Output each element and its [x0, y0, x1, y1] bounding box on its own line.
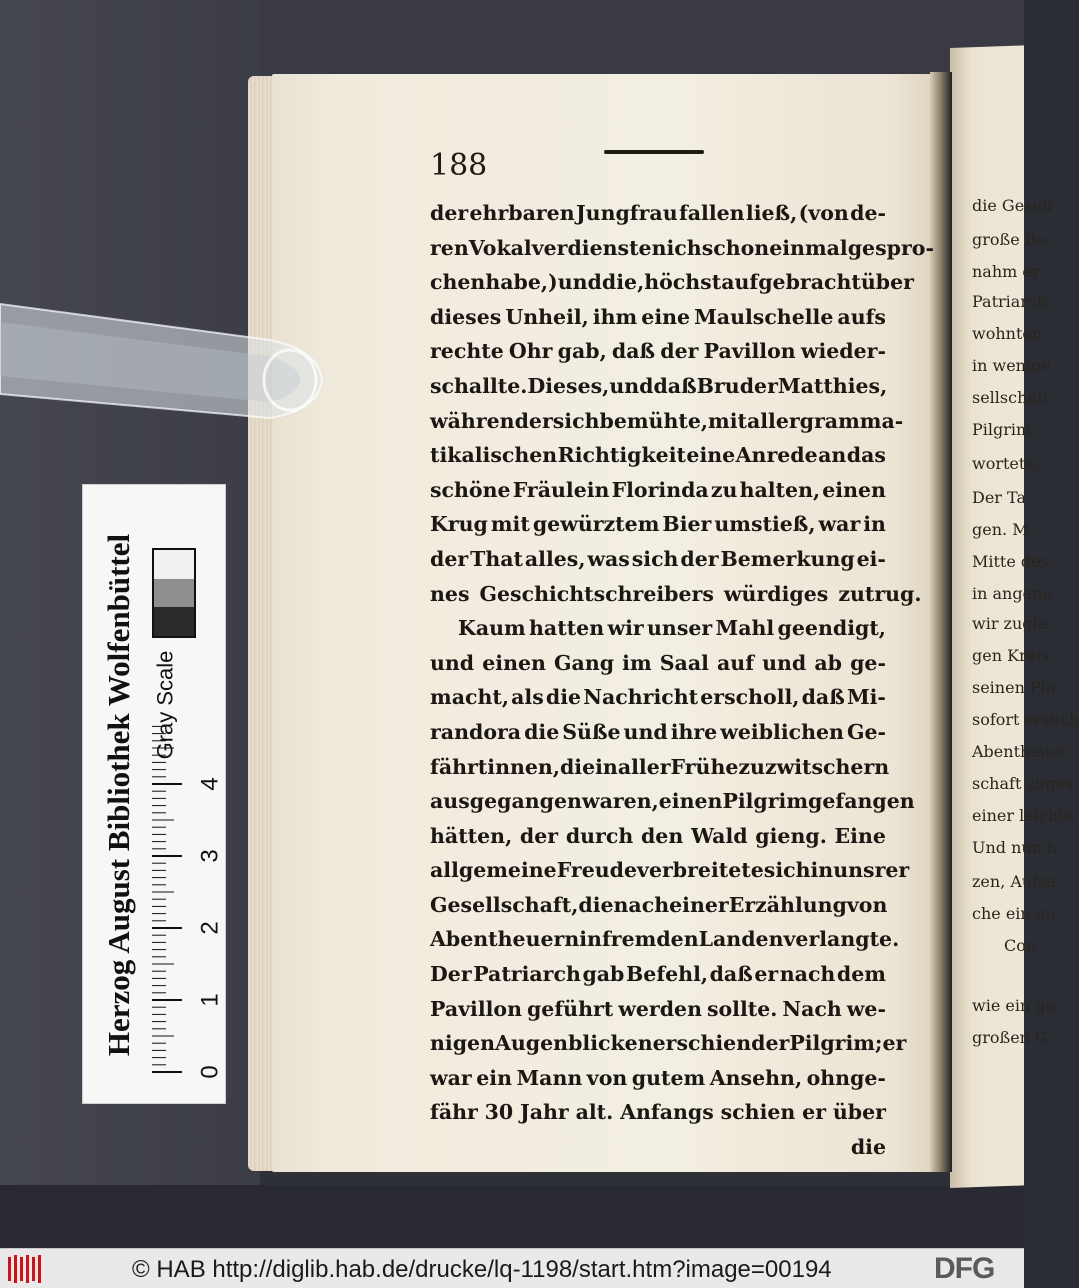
word: Unheil, — [505, 304, 589, 329]
word: nach — [779, 962, 836, 987]
word: das — [846, 443, 886, 468]
word: Pavillon — [430, 996, 522, 1021]
word: der — [751, 1031, 790, 1056]
word: schallte. — [430, 373, 528, 398]
text-line — [430, 542, 886, 577]
word: allgemeine — [430, 858, 557, 883]
text-line — [430, 507, 886, 542]
word: aufgebracht — [721, 270, 861, 295]
facing-page-line: wohnten — [972, 324, 1043, 343]
facing-page-line: die Gesell — [972, 196, 1053, 215]
word: That — [470, 546, 523, 571]
book-clip — [0, 282, 330, 432]
facing-page-line: in angene — [972, 584, 1052, 603]
word: gab, — [557, 339, 607, 364]
word: er — [802, 1100, 826, 1125]
word: ich — [666, 235, 702, 260]
word: und — [762, 650, 807, 675]
footer-link[interactable]: © HAB http://diglib.hab.de/drucke/lq-1198/start.htm?image=00194 — [132, 1256, 832, 1283]
word: gutem — [631, 1065, 706, 1090]
text-line — [430, 334, 886, 369]
text-line — [430, 404, 904, 439]
word: mit — [490, 512, 530, 537]
word: erscholl, — [700, 685, 800, 710]
ruler-number: 3 — [196, 849, 224, 863]
word: fähr — [430, 1100, 478, 1125]
word: Dieses, — [527, 373, 610, 398]
word: war — [818, 512, 861, 537]
word: sich — [631, 546, 679, 571]
word: ließ, — [745, 201, 798, 225]
word: geendigt, — [777, 616, 886, 641]
word: Augenblicken — [494, 1031, 653, 1056]
word: der — [519, 823, 559, 848]
text-line — [430, 300, 886, 335]
word: die — [578, 892, 614, 917]
word: ausgegangen — [430, 789, 582, 814]
word: Pavillon — [703, 339, 796, 364]
facing-page-line: Mitte des — [972, 552, 1049, 571]
word: unser — [647, 616, 713, 641]
word: geführt — [526, 996, 614, 1021]
word: Maulschelle — [694, 304, 834, 329]
ruler-number: 0 — [196, 1065, 224, 1079]
text-line — [430, 265, 914, 300]
word: Ohr — [508, 339, 553, 364]
word: daß — [653, 373, 697, 398]
ruler-number: 2 — [196, 921, 224, 935]
facing-page-line: zen, Aufse — [972, 872, 1056, 891]
word: Jungfrau — [575, 201, 678, 225]
facing-page-line: wir zugle — [972, 614, 1048, 633]
word: höchst — [644, 270, 722, 295]
footer-bar — [0, 1248, 1024, 1288]
gray-scale-label: Gray Scale — [152, 650, 178, 760]
word: im — [622, 650, 652, 675]
word: gab — [582, 962, 625, 987]
word: Richtigkeit — [557, 443, 686, 468]
ruler — [148, 720, 188, 1080]
word: eine — [686, 443, 736, 468]
word: (von — [798, 201, 849, 225]
word: zu — [710, 477, 738, 502]
word: gefangen — [808, 789, 915, 814]
word: sich — [763, 858, 811, 883]
word: Landen — [698, 927, 784, 952]
word: daß — [709, 962, 753, 987]
word: ren — [430, 235, 469, 260]
word: er — [754, 962, 779, 987]
word: aufs — [837, 304, 886, 329]
facing-page-line: Con — [1004, 936, 1037, 955]
facing-page-line: wortete. — [972, 454, 1040, 473]
word: dieses — [430, 304, 502, 329]
text-line — [430, 922, 900, 957]
word: Matthies, — [777, 373, 888, 398]
word: Anfangs — [620, 1100, 714, 1125]
word: sich — [552, 408, 600, 433]
word: fallen — [678, 201, 745, 225]
word: war — [430, 1065, 472, 1090]
word: ihre — [670, 719, 718, 744]
word: er — [882, 1031, 907, 1056]
word: Patriarch — [473, 962, 581, 987]
word: ei- — [856, 546, 886, 571]
word: Abentheuern — [430, 927, 580, 952]
word: in — [579, 927, 602, 952]
gray-swatch — [154, 607, 194, 636]
header-rule — [604, 150, 704, 154]
word: Bemerkung — [720, 546, 855, 571]
word: aller — [746, 408, 800, 433]
word: einmal — [769, 235, 848, 260]
word: über — [832, 1100, 886, 1125]
text-line — [430, 473, 886, 508]
ruler-number: 4 — [196, 777, 224, 791]
word: ihm — [592, 304, 638, 329]
word: we- — [846, 996, 886, 1021]
text-line — [430, 819, 886, 854]
text-line — [430, 196, 886, 231]
word: Mann — [516, 1065, 583, 1090]
facing-page-line: seinen Pla — [972, 678, 1056, 697]
text-line — [430, 750, 890, 785]
word: gramma- — [799, 408, 904, 433]
text-line — [430, 853, 910, 888]
word: 30 — [484, 1100, 514, 1125]
text-line — [430, 992, 886, 1027]
word: in — [810, 858, 834, 883]
word: als — [511, 685, 544, 710]
word: fremden — [601, 927, 699, 952]
text-line — [430, 231, 934, 266]
facing-page-line: Abentheuer — [972, 742, 1068, 761]
facing-page-line: sofort ersuch — [972, 710, 1079, 729]
catchword: die — [850, 1135, 886, 1160]
word: einen — [482, 650, 546, 675]
word: Nach — [782, 996, 842, 1021]
word: rechte — [430, 339, 504, 364]
facing-page-line: Patriarch — [972, 292, 1048, 311]
word: Fräulein — [512, 477, 610, 502]
text-line — [430, 1061, 886, 1096]
word: wir — [607, 616, 644, 641]
word: Nachricht — [583, 685, 699, 710]
word: Wald — [690, 823, 748, 848]
gray-swatch — [154, 550, 194, 579]
word: einer — [669, 892, 729, 917]
word: schon — [701, 235, 770, 260]
hab-logo-icon — [6, 1253, 46, 1285]
institution-label: Herzog August Bibliothek Wolfenbüttel — [101, 533, 137, 1057]
facing-page-line: nahm er — [972, 262, 1040, 281]
word: nes — [430, 581, 470, 606]
word: Mi- — [846, 685, 886, 710]
facing-page-line: einer leichte — [972, 806, 1074, 825]
word: und — [557, 270, 602, 295]
word: der — [660, 339, 699, 364]
text-line — [430, 1095, 886, 1130]
bottom-backdrop — [0, 1185, 1024, 1248]
word: schien — [720, 1100, 796, 1125]
word: randora — [430, 719, 522, 744]
facing-page-line: Und nun b — [972, 838, 1058, 857]
facing-page-line: wie ein ge — [972, 996, 1056, 1015]
word: verbreitete — [637, 858, 764, 883]
facing-page-line: che ein au — [972, 904, 1056, 923]
word: Anrede — [735, 443, 818, 468]
word: alles, — [524, 546, 586, 571]
word: waren, — [581, 789, 659, 814]
word: dem — [836, 962, 886, 987]
facing-page-line: in wenige — [972, 356, 1051, 375]
word: nigen — [430, 1031, 495, 1056]
ruler-number: 1 — [196, 993, 224, 1007]
word: Kaum — [458, 616, 526, 641]
word: hätten, — [430, 823, 513, 848]
word: halten, — [739, 477, 821, 502]
word: mit — [708, 408, 747, 433]
word: von — [586, 1065, 628, 1090]
word: Florinda — [611, 477, 709, 502]
word: Gesellschaft, — [430, 892, 579, 917]
word: an — [818, 443, 847, 468]
word: zutrug. — [838, 581, 922, 606]
word: gewürztem — [532, 512, 660, 537]
word: werden — [618, 996, 702, 1021]
word: Bier — [662, 512, 712, 537]
word: die — [559, 754, 596, 779]
page-text — [430, 196, 934, 1165]
page-number: 188 — [430, 148, 488, 183]
text-line — [430, 611, 886, 646]
word: zu — [738, 754, 765, 779]
word: bemühte, — [599, 408, 709, 433]
text-line — [430, 577, 922, 612]
facing-page-line: große Be — [972, 230, 1046, 249]
text-line — [430, 369, 886, 404]
text-line — [430, 438, 886, 473]
word: würdiges — [723, 581, 829, 606]
word: Krug — [430, 512, 488, 537]
word: ein — [476, 1065, 512, 1090]
word: tikalischen — [430, 443, 558, 468]
word: Der — [430, 962, 472, 987]
word: weiblichen — [720, 719, 844, 744]
text-line — [430, 715, 886, 750]
word: die, — [601, 270, 645, 295]
word: Bruder — [696, 373, 778, 398]
word: macht, — [430, 685, 509, 710]
word: Pilgrim; — [789, 1031, 883, 1056]
word: in — [595, 754, 618, 779]
word: Befehl, — [625, 962, 709, 987]
text-line — [430, 1026, 907, 1061]
word: umstieß, — [714, 512, 816, 537]
word: den — [640, 823, 684, 848]
word: de- — [850, 201, 886, 225]
word: Mahl — [715, 616, 775, 641]
word: daß — [801, 685, 845, 710]
word: hatten — [529, 616, 605, 641]
word: eine — [641, 304, 691, 329]
word: Geschichtschreibers — [479, 581, 714, 606]
word: aller — [617, 754, 671, 779]
word: und — [609, 373, 654, 398]
word: ge- — [850, 650, 886, 675]
word: was — [587, 546, 630, 571]
text-line — [430, 680, 886, 715]
word: der — [680, 546, 719, 571]
text-line — [430, 784, 915, 819]
word: alt. — [575, 1100, 614, 1125]
facing-page-line: gen. M — [972, 520, 1029, 539]
word: ab — [814, 650, 842, 675]
word: einen — [658, 789, 723, 814]
word: habe,) — [485, 270, 558, 295]
word: der — [430, 546, 469, 571]
text-line — [430, 646, 886, 681]
word: auf — [717, 650, 755, 675]
word: ohnge- — [806, 1065, 886, 1090]
word: zwitschern — [764, 754, 890, 779]
word: Ge- — [846, 719, 886, 744]
word: Erzählung — [728, 892, 847, 917]
word: in — [863, 512, 886, 537]
word: Ansehn, — [709, 1065, 803, 1090]
facing-page-line: großen G — [972, 1028, 1048, 1047]
text-line — [430, 957, 886, 992]
word: Eine — [834, 823, 886, 848]
word: während — [430, 408, 529, 433]
word: erschien — [652, 1031, 752, 1056]
word: verlangte. — [783, 927, 900, 952]
word: Saal — [659, 650, 709, 675]
text-line — [430, 888, 886, 923]
word: sollte. — [706, 996, 778, 1021]
word: unsrer — [833, 858, 910, 883]
word: chen — [430, 270, 486, 295]
word: über — [860, 270, 914, 295]
dfg-logo: DFG — [934, 1252, 995, 1285]
facing-page-line: sellschaft — [972, 388, 1050, 407]
word: Pilgrim — [722, 789, 809, 814]
word: einen — [822, 477, 886, 502]
word: von — [846, 892, 888, 917]
word: gespro- — [847, 235, 934, 260]
word: Freude — [556, 858, 638, 883]
word: ehrbaren — [469, 201, 575, 225]
word: nach — [613, 892, 670, 917]
facing-page-line: Der Ta — [972, 488, 1026, 507]
gray-swatches — [152, 548, 196, 638]
word: fährtinnen, — [430, 754, 560, 779]
gray-swatch — [154, 579, 194, 608]
word: Jahr — [520, 1100, 569, 1125]
word: Süße — [562, 719, 621, 744]
word: der — [430, 201, 469, 225]
word: gieng. — [755, 823, 827, 848]
word: und — [623, 719, 668, 744]
word: wieder- — [800, 339, 886, 364]
facing-page-line: Pilgrim — [972, 420, 1032, 439]
word: durch — [565, 823, 634, 848]
word: die — [545, 685, 582, 710]
word: Vokalverdiensten — [468, 235, 667, 260]
facing-page-line: schaft zuges — [972, 774, 1074, 793]
facing-page-line: gen Kreis — [972, 646, 1050, 665]
word: Frühe — [670, 754, 739, 779]
word: die — [524, 719, 560, 744]
word: er — [528, 408, 553, 433]
word: schöne — [430, 477, 511, 502]
word: daß — [611, 339, 656, 364]
word: Gang — [554, 650, 615, 675]
word: und — [430, 650, 475, 675]
